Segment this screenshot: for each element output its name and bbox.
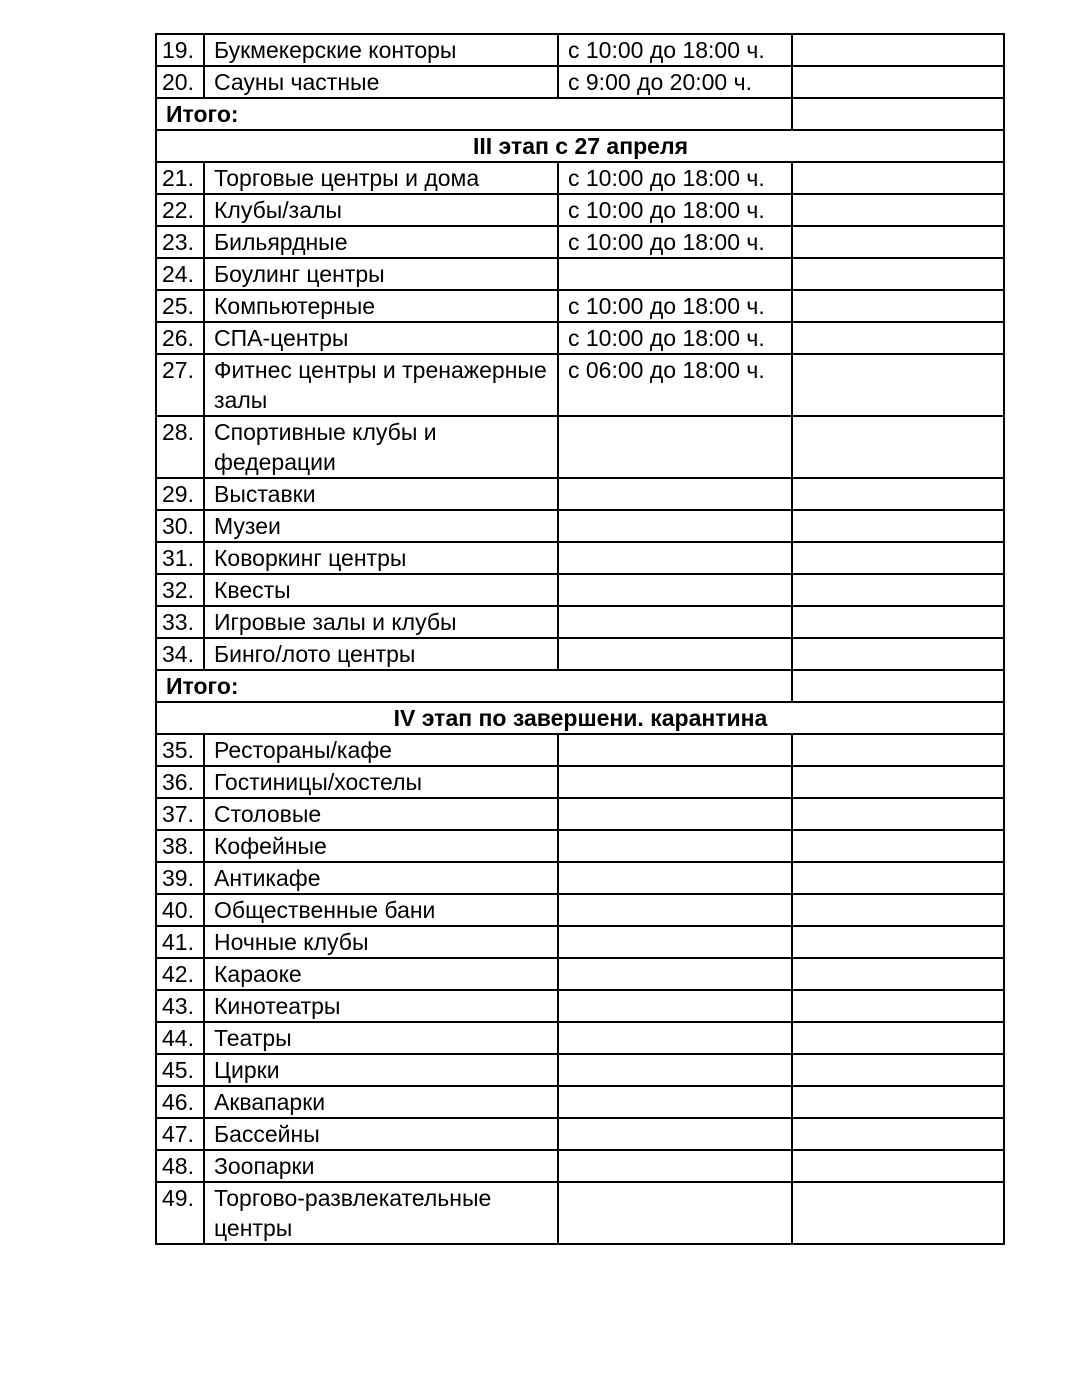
- working-hours: [558, 1182, 792, 1244]
- table-row: [156, 416, 1004, 478]
- extra-cell: [792, 478, 1004, 510]
- table-row: [156, 542, 1004, 574]
- facility-name: Коворкинг центры: [204, 542, 558, 574]
- table-row: [156, 830, 1004, 862]
- working-hours: [558, 510, 792, 542]
- extra-cell: [792, 1086, 1004, 1118]
- row-number: 24.: [156, 258, 204, 290]
- table-row: [156, 1086, 1004, 1118]
- extra-cell: [792, 416, 1004, 478]
- table-row: [156, 162, 1004, 194]
- table-row: [156, 958, 1004, 990]
- facility-name: Торгово-развлекательные центры: [204, 1182, 558, 1244]
- table-row: [156, 894, 1004, 926]
- facility-name: Букмекерские конторы: [204, 34, 558, 66]
- working-hours: с 10:00 до 18:00 ч.: [558, 194, 792, 226]
- working-hours: [558, 258, 792, 290]
- table-row: [156, 1118, 1004, 1150]
- stage-title: III этап с 27 апреля: [156, 130, 1004, 162]
- facility-name: СПА-центры: [204, 322, 558, 354]
- table-row: [156, 226, 1004, 258]
- facility-name: Общественные бани: [204, 894, 558, 926]
- row-number: 45.: [156, 1054, 204, 1086]
- row-number: 38.: [156, 830, 204, 862]
- extra-cell: [792, 830, 1004, 862]
- row-number: 26.: [156, 322, 204, 354]
- row-number: 43.: [156, 990, 204, 1022]
- row-number: 39.: [156, 862, 204, 894]
- stage-title: IV этап по завершени. карантина: [156, 702, 1004, 734]
- facility-name: Бинго/лото центры: [204, 638, 558, 670]
- working-hours: с 10:00 до 18:00 ч.: [558, 290, 792, 322]
- total-row: [156, 98, 1004, 130]
- total-value: [792, 98, 1004, 130]
- working-hours: с 9:00 до 20:00 ч.: [558, 66, 792, 98]
- row-number: 42.: [156, 958, 204, 990]
- working-hours: с 10:00 до 18:00 ч.: [558, 34, 792, 66]
- facility-name: Караоке: [204, 958, 558, 990]
- table-row: [156, 478, 1004, 510]
- extra-cell: [792, 766, 1004, 798]
- facility-name: Компьютерные: [204, 290, 558, 322]
- facility-name: Столовые: [204, 798, 558, 830]
- extra-cell: [792, 354, 1004, 416]
- facility-name: Музеи: [204, 510, 558, 542]
- facility-name: Квесты: [204, 574, 558, 606]
- extra-cell: [792, 990, 1004, 1022]
- document-page: [155, 33, 1005, 1245]
- table-row: [156, 990, 1004, 1022]
- extra-cell: [792, 1182, 1004, 1244]
- facility-name: Цирки: [204, 1054, 558, 1086]
- table-row: [156, 66, 1004, 98]
- working-hours: [558, 478, 792, 510]
- working-hours: [558, 766, 792, 798]
- extra-cell: [792, 66, 1004, 98]
- working-hours: [558, 1118, 792, 1150]
- row-number: 35.: [156, 734, 204, 766]
- row-number: 41.: [156, 926, 204, 958]
- row-number: 29.: [156, 478, 204, 510]
- row-number: 21.: [156, 162, 204, 194]
- table-row: [156, 1022, 1004, 1054]
- extra-cell: [792, 1150, 1004, 1182]
- facility-name: Выставки: [204, 478, 558, 510]
- table-row: [156, 862, 1004, 894]
- row-number: 33.: [156, 606, 204, 638]
- working-hours: [558, 1054, 792, 1086]
- table-row: [156, 926, 1004, 958]
- row-number: 37.: [156, 798, 204, 830]
- table-body: [156, 34, 1004, 1244]
- facility-name: Фитнес центры и тренажерные залы: [204, 354, 558, 416]
- facility-name: Торговые центры и дома: [204, 162, 558, 194]
- working-hours: [558, 990, 792, 1022]
- facility-name: Спортивные клубы и федерации: [204, 416, 558, 478]
- row-number: 22.: [156, 194, 204, 226]
- working-hours: [558, 574, 792, 606]
- table-row: [156, 194, 1004, 226]
- extra-cell: [792, 638, 1004, 670]
- working-hours: [558, 734, 792, 766]
- extra-cell: [792, 542, 1004, 574]
- working-hours: [558, 638, 792, 670]
- extra-cell: [792, 926, 1004, 958]
- table-row: [156, 510, 1004, 542]
- table-row: [156, 574, 1004, 606]
- extra-cell: [792, 226, 1004, 258]
- working-hours: [558, 1022, 792, 1054]
- reopening-schedule-table: [155, 33, 1005, 1245]
- table-row: [156, 1182, 1004, 1244]
- table-row: [156, 354, 1004, 416]
- stage-header-row: [156, 702, 1004, 734]
- table-row: [156, 798, 1004, 830]
- extra-cell: [792, 194, 1004, 226]
- facility-name: Зоопарки: [204, 1150, 558, 1182]
- row-number: 34.: [156, 638, 204, 670]
- table-row: [156, 34, 1004, 66]
- row-number: 23.: [156, 226, 204, 258]
- total-value: [792, 670, 1004, 702]
- extra-cell: [792, 894, 1004, 926]
- facility-name: Гостиницы/хостелы: [204, 766, 558, 798]
- facility-name: Кофейные: [204, 830, 558, 862]
- extra-cell: [792, 734, 1004, 766]
- working-hours: [558, 1150, 792, 1182]
- table-row: [156, 290, 1004, 322]
- facility-name: Ночные клубы: [204, 926, 558, 958]
- extra-cell: [792, 510, 1004, 542]
- stage-header-row: [156, 130, 1004, 162]
- table-row: [156, 638, 1004, 670]
- row-number: 32.: [156, 574, 204, 606]
- total-label: Итого:: [156, 98, 792, 130]
- extra-cell: [792, 322, 1004, 354]
- row-number: 28.: [156, 416, 204, 478]
- extra-cell: [792, 1022, 1004, 1054]
- total-row: [156, 670, 1004, 702]
- working-hours: [558, 830, 792, 862]
- extra-cell: [792, 958, 1004, 990]
- facility-name: Театры: [204, 1022, 558, 1054]
- row-number: 49.: [156, 1182, 204, 1244]
- working-hours: [558, 926, 792, 958]
- facility-name: Аквапарки: [204, 1086, 558, 1118]
- working-hours: [558, 1086, 792, 1118]
- facility-name: Игровые залы и клубы: [204, 606, 558, 638]
- row-number: 25.: [156, 290, 204, 322]
- facility-name: Рестораны/кафе: [204, 734, 558, 766]
- row-number: 40.: [156, 894, 204, 926]
- table-row: [156, 1150, 1004, 1182]
- extra-cell: [792, 1054, 1004, 1086]
- table-row: [156, 606, 1004, 638]
- extra-cell: [792, 606, 1004, 638]
- row-number: 27.: [156, 354, 204, 416]
- facility-name: Бильярдные: [204, 226, 558, 258]
- table-row: [156, 734, 1004, 766]
- extra-cell: [792, 162, 1004, 194]
- working-hours: [558, 542, 792, 574]
- facility-name: Клубы/залы: [204, 194, 558, 226]
- facility-name: Кинотеатры: [204, 990, 558, 1022]
- working-hours: [558, 862, 792, 894]
- row-number: 46.: [156, 1086, 204, 1118]
- facility-name: Боулинг центры: [204, 258, 558, 290]
- row-number: 30.: [156, 510, 204, 542]
- extra-cell: [792, 574, 1004, 606]
- extra-cell: [792, 862, 1004, 894]
- table-row: [156, 766, 1004, 798]
- row-number: 31.: [156, 542, 204, 574]
- table-row: [156, 322, 1004, 354]
- row-number: 48.: [156, 1150, 204, 1182]
- extra-cell: [792, 290, 1004, 322]
- facility-name: Антикафе: [204, 862, 558, 894]
- total-label: Итого:: [156, 670, 792, 702]
- working-hours: [558, 798, 792, 830]
- extra-cell: [792, 1118, 1004, 1150]
- working-hours: с 10:00 до 18:00 ч.: [558, 162, 792, 194]
- facility-name: Сауны частные: [204, 66, 558, 98]
- working-hours: [558, 416, 792, 478]
- row-number: 36.: [156, 766, 204, 798]
- facility-name: Бассейны: [204, 1118, 558, 1150]
- row-number: 47.: [156, 1118, 204, 1150]
- working-hours: [558, 894, 792, 926]
- working-hours: с 10:00 до 18:00 ч.: [558, 226, 792, 258]
- working-hours: [558, 606, 792, 638]
- working-hours: [558, 958, 792, 990]
- extra-cell: [792, 34, 1004, 66]
- working-hours: с 10:00 до 18:00 ч.: [558, 322, 792, 354]
- table-row: [156, 1054, 1004, 1086]
- table-row: [156, 258, 1004, 290]
- row-number: 19.: [156, 34, 204, 66]
- working-hours: с 06:00 до 18:00 ч.: [558, 354, 792, 416]
- row-number: 44.: [156, 1022, 204, 1054]
- extra-cell: [792, 798, 1004, 830]
- row-number: 20.: [156, 66, 204, 98]
- extra-cell: [792, 258, 1004, 290]
